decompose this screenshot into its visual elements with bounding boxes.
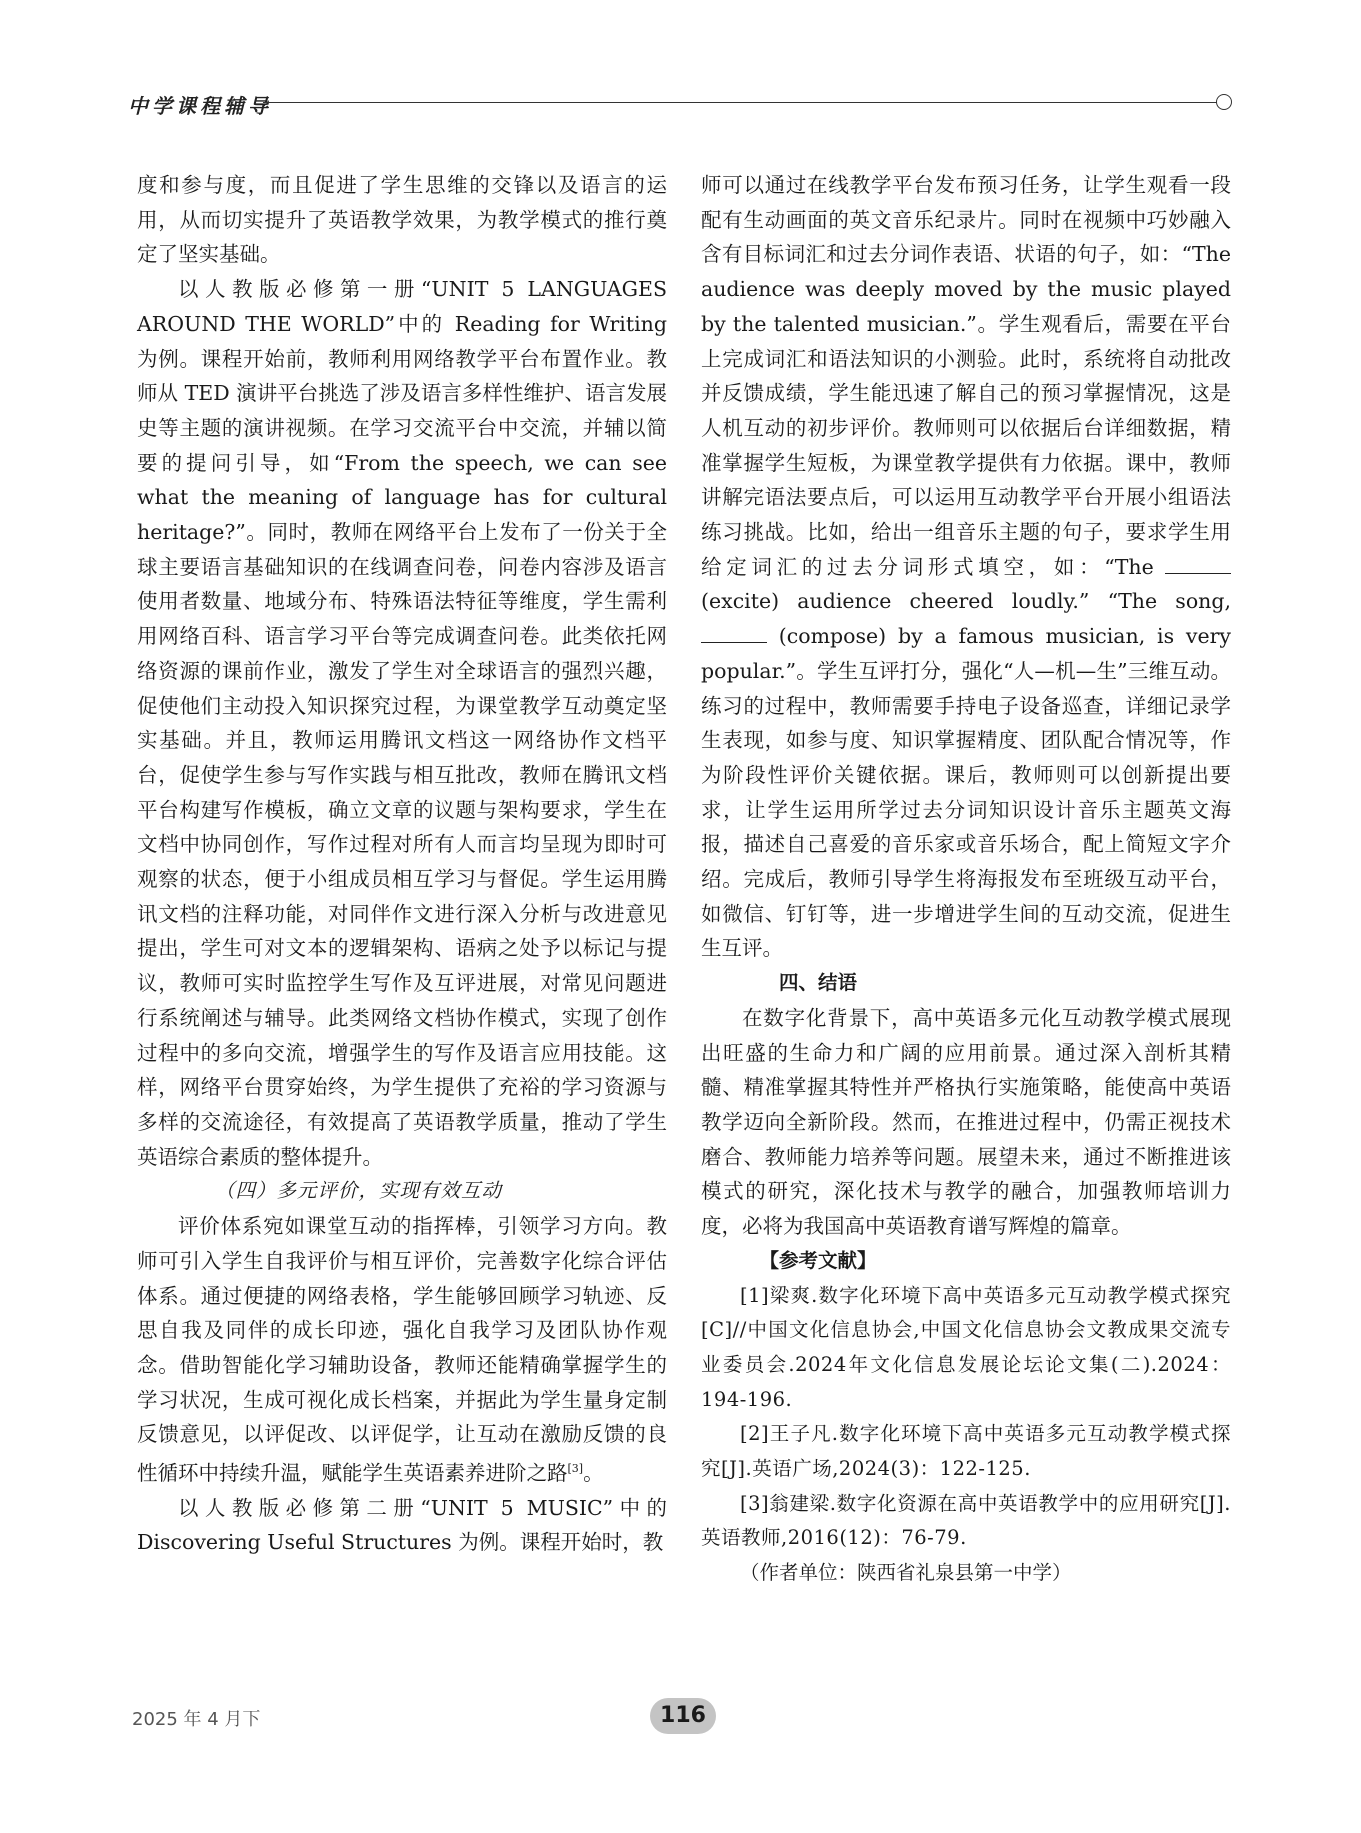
header-circle-ornament	[1216, 94, 1232, 110]
music-text-1: 师可以通过在线教学平台发布预习任务，让学生观看一段配有生动画面的英文音乐纪录片。同时在视频中巧妙融入含有目标词汇和过去分词作表语、状语的句子，如：“The audience was deeply moved by the music played by the talented musician.”。学生观看后，需要在平台上完成词汇和语法知识的小测验。此时，系统将自动批改并反馈成绩，学生能迅速了解自己的预习掌握情况，这是人机互动的初步评价。教师则可以依据后台详细数据，精准掌握学生短板，为课堂教学提供有力依据。课中，教师讲解完语法要点后，可以运用互动教学平台开展小组语法练习挑战。比如，给出一组音乐主题的句子，要求学生用给定词汇的过去分词形式填空，如：“The	[701, 173, 1231, 579]
paragraph-music-continuation	[701, 168, 1231, 966]
citation-marker: [3]	[567, 1462, 584, 1476]
music-text-3: (compose) by a famous musician, is very popular.”。学生互评打分，强化“人—机—生”三维互动。练习的过程中，教师需要手持电子设备巡查，详细记录学生表现，如参与度、知识掌握精度、团队配合情况等，作为阶段性评价关键依据。课后，教师则可以创新提出要求，让学生运用所学过去分词知识设计音乐主题英文海报，描述自己喜爱的音乐家或音乐场合，配上简短文字介绍。完成后，教师引导学生将海报发布至班级互动平台，如微信、钉钉等，进一步增进学生间的互动交流，促进生生互评。	[701, 624, 1231, 961]
fill-blank-1	[1165, 555, 1231, 574]
header-rule	[263, 102, 1218, 103]
reference-item: [1]梁爽.数字化环境下高中英语多元互动教学模式探究[C]//中国文化信息协会,中国文化信息协会文教成果交流专业委员会.2024年文化信息发展论坛论文集(二).2024：194-196.	[701, 1283, 1231, 1411]
paragraph-unit5-music-start: 以人教版必修第二册“UNIT 5 MUSIC”中的 Discovering Useful Structures 为例。课程开始时，教	[137, 1495, 667, 1555]
music-text-2: (excite) audience cheered loudly.” “The song,	[701, 589, 1231, 614]
paragraph-continuation: 度和参与度，而且促进了学生思维的交锋以及语言的运用，从而切实提升了英语教学效果，为教学模式的推行奠定了坚实基础。	[137, 173, 667, 267]
fill-blank-2	[701, 624, 767, 643]
paragraph-evaluation	[137, 1209, 667, 1490]
issue-date: 2025 年 4 月下	[132, 1709, 261, 1730]
page-number-badge: 116	[650, 1698, 716, 1734]
references-heading: 【参考文献】	[759, 1248, 877, 1272]
journal-name: 中学课程辅导	[128, 94, 272, 118]
right-column	[701, 168, 1231, 1591]
page-header	[128, 88, 1238, 128]
section-heading-conclusion: 四、结语	[779, 971, 858, 995]
author-affiliation: （作者单位：陕西省礼泉县第一中学）	[740, 1561, 1072, 1585]
paragraph-unit5-languages: 以人教版必修第一册“UNIT 5 LANGUAGES AROUND THE WORLD”中的 Reading for Writing 为例。课程开始前，教师利用网络教学平台布置作业。教师从 TED 演讲平台挑选了涉及语言多样性维护、语言发展史等主题的演讲视频。在学习交流平台中交流，并辅以简要的提问引导，如“From the speech, we can see what the meaning of language has for cultural heritage?”。同时，教师在网络平台上发布了一份关于全球主要语言基础知识的在线调查问卷，问卷内容涉及语言使用者数量、地域分布、特殊语法特征等维度，学生需利用网络百科、语言学习平台等完成调查问卷。此类依托网络资源的课前作业，激发了学生对全球语言的强烈兴趣，促使他们主动投入知识探究过程，为课堂教学互动奠定坚实基础。并且，教师运用腾讯文档这一网络协作文档平台，促使学生参与写作实践与相互批改，教师在腾讯文档平台构建写作模板，确立文章的议题与架构要求，学生在文档中协同创作，写作过程对所有人而言均呈现为即时可观察的状态，便于小组成员相互学习与督促。学生运用腾讯文档的注释功能，对同伴作文进行深入分析与改进意见提出，学生可对文本的逻辑架构、语病之处予以标记与提议，教师可实时监控学生写作及互评进展，对常见问题进行系统阐述与辅导。此类网络文档协作模式，实现了创作过程中的多向交流，增强学生的写作及语言应用技能。这样，网络平台贯穿始终，为学生提供了充裕的学习资源与多样的交流途径，有效提高了英语教学质量，推动了学生英语综合素质的整体提升。	[137, 277, 667, 1169]
subheading-evaluation: （四）多元评价，实现有效互动	[215, 1179, 503, 1203]
paragraph-conclusion: 在数字化背景下，高中英语多元化互动教学模式展现出旺盛的生命力和广阔的应用前景。通过深入剖析其精髓、精准掌握其特性并严格执行实施策略，能使高中英语教学迈向全新阶段。然而，在推进过程中，仍需正视技术磨合、教师能力培养等问题。展望未来，通过不断推进该模式的研究，深化技术与教学的融合，加强教师培训力度，必将为我国高中英语教育谱写辉煌的篇章。	[701, 1005, 1231, 1239]
evaluation-text-end: 。	[583, 1460, 604, 1485]
reference-item: [2]王子凡.数字化环境下高中英语多元互动教学模式探究[J].英语广场,2024(3)：122-125.	[701, 1422, 1231, 1481]
evaluation-text: 评价体系宛如课堂互动的指挥棒，引领学习方向。教师可引入学生自我评价与相互评价，完善数字化综合评估体系。通过便捷的网络表格，学生能够回顾学习轨迹、反思自我及同伴的成长印迹，强化自我学习及团队协作观念。借助智能化学习辅助设备，教师还能精确掌握学生的学习状况，生成可视化成长档案，并据此为学生量身定制反馈意见，以评促改、以评促学，让互动在激励反馈的良性循环中持续升温，赋能学生英语素养进阶之路	[137, 1214, 667, 1485]
reference-item: [3]翁建梁.数字化资源在高中英语教学中的应用研究[J].英语教师,2016(12)：76-79.	[701, 1491, 1231, 1550]
left-column	[137, 168, 667, 1560]
